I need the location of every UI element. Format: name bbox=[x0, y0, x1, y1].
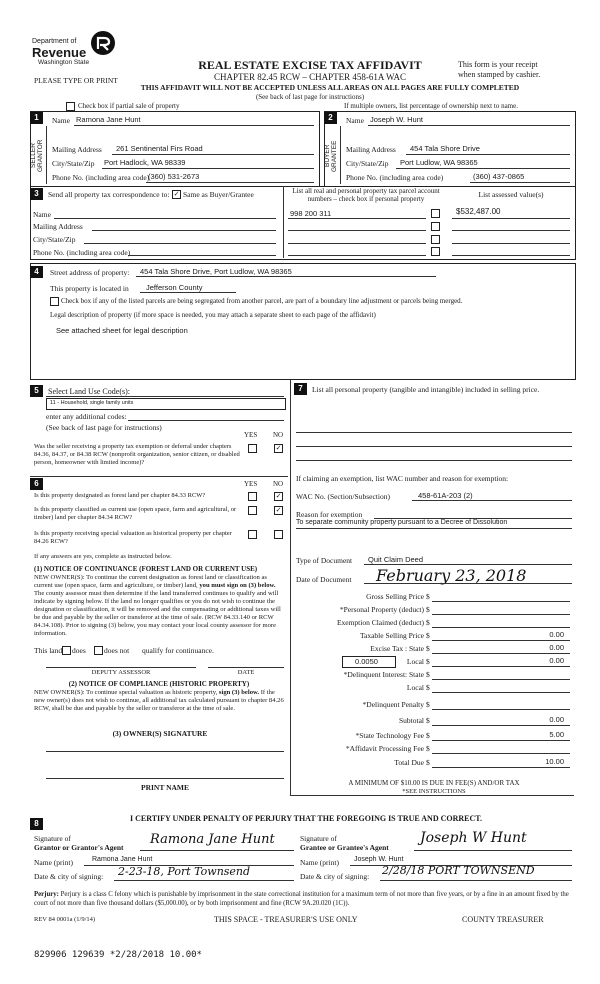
tax-row-dollar: $ bbox=[426, 683, 430, 692]
tax-row-label: *Delinquent Penalty bbox=[362, 700, 424, 709]
buyer-mailing-label: Mailing Address bbox=[346, 145, 396, 154]
section-6-number: 6 bbox=[30, 478, 43, 490]
grantor-date-city-label: Date & city of signing: bbox=[34, 872, 104, 881]
local-rate-field[interactable] bbox=[342, 656, 396, 668]
send-correspondence-label: Send all property tax correspondence to: bbox=[48, 190, 170, 199]
seller-city-label: City/State/Zip bbox=[52, 159, 95, 168]
wac-number-value[interactable]: 458-61A-203 (2) bbox=[418, 491, 473, 500]
grantor-date-city[interactable]: 2-23-18, Port Townsend bbox=[118, 865, 251, 878]
qualify-label: qualify for continuance. bbox=[142, 646, 214, 655]
perjury-notice bbox=[34, 890, 572, 908]
same-as-buyer-checkbox[interactable]: ✓ bbox=[173, 190, 180, 198]
parcel-header bbox=[284, 187, 448, 203]
list-personal-property: List all personal property (tangible and intangible) included in selling price. bbox=[312, 385, 540, 394]
legal-description-label: Legal description of property (if more space is needed, you may attach a separate sheet to each page of the affidavit) bbox=[50, 311, 376, 319]
grantor-name-print[interactable]: Ramona Jane Hunt bbox=[92, 856, 153, 863]
minimum-fee-note: A MINIMUM OF $10.00 IS DUE IN FEE(S) AND/OR TAX bbox=[348, 779, 520, 787]
legal-description-value[interactable]: See attached sheet for legal description bbox=[56, 326, 188, 335]
if-yes-instruction: If any answers are yes, complete as instructed below. bbox=[34, 553, 172, 560]
land-does-not-checkbox[interactable] bbox=[94, 646, 103, 655]
corr-mailing-label: Mailing Address bbox=[33, 222, 83, 231]
tax-row-label: Total Due bbox=[394, 758, 424, 767]
grantor-name-print-label: Name (print) bbox=[34, 858, 73, 867]
tax-row-label: *Personal Property (deduct) bbox=[339, 605, 424, 614]
form-warning: THIS AFFIDAVIT WILL NOT BE ACCEPTED UNLESS ALL AREAS ON ALL PAGES ARE FULLY COMPLETED bbox=[140, 83, 520, 92]
grantee-signature[interactable]: Joseph W Hunt bbox=[420, 830, 527, 846]
section-8-number: 8 bbox=[30, 818, 43, 830]
section-5-yes-header: YES bbox=[244, 431, 258, 439]
section-1-number: 1 bbox=[30, 112, 43, 124]
section-4-property bbox=[30, 263, 576, 380]
buyer-phone-value[interactable]: (360) 437-0865 bbox=[473, 172, 525, 181]
select-land-use-label: Select Land Use Code(s): bbox=[48, 387, 130, 396]
buyer-name-value[interactable]: Joseph W. Hunt bbox=[370, 115, 423, 124]
grantee-name-print[interactable]: Joseph W. Hunt bbox=[354, 856, 404, 863]
buyer-city-label: City/State/Zip bbox=[346, 159, 389, 168]
reason-exemption-label: Reason for exemption bbox=[296, 510, 363, 519]
partial-sale-checkbox[interactable] bbox=[66, 102, 75, 111]
tax-row-value[interactable]: 0.00 bbox=[549, 630, 564, 639]
located-in-label: This property is located in bbox=[50, 284, 129, 293]
exemption-no-checkbox[interactable]: ✓ bbox=[275, 444, 282, 452]
tax-row bbox=[296, 700, 572, 713]
land-does-label: does bbox=[72, 646, 86, 655]
tax-row bbox=[296, 657, 572, 670]
land-use-code-field[interactable] bbox=[46, 398, 286, 410]
tax-row bbox=[296, 631, 572, 644]
assessed-header: List assessed value(s) bbox=[478, 190, 544, 199]
buyer-phone-label: Phone No. (including area code) bbox=[346, 173, 444, 182]
print-name-label: PRINT NAME bbox=[141, 783, 189, 792]
tax-row bbox=[296, 683, 572, 696]
seller-mailing-value[interactable]: 261 Sentinental Firs Road bbox=[116, 144, 203, 153]
treasurer-use-only: THIS SPACE - TREASURER'S USE ONLY bbox=[214, 915, 358, 924]
tax-row bbox=[296, 744, 572, 757]
compliance-text-c: If the new owner(s) does not wish to continue, all additional tax calculated pursuant to chapter 84.26 RCW, shall be due and payable by the seller or transferor at the time of sale. bbox=[34, 689, 284, 712]
seller-city-value[interactable]: Port Hadlock, WA 98339 bbox=[104, 158, 186, 167]
tax-row-label: Local bbox=[406, 683, 424, 692]
same-as-buyer-label: Same as Buyer/Grantee bbox=[183, 190, 254, 199]
certify-statement: I CERTIFY UNDER PENALTY OF PERJURY THAT THE FOREGOING IS TRUE AND CORRECT. bbox=[130, 814, 483, 823]
county-treasurer-label: COUNTY TREASURER bbox=[462, 915, 544, 924]
tax-row-label: Local bbox=[406, 657, 424, 666]
see-instructions-note: *SEE INSTRUCTIONS bbox=[402, 788, 466, 795]
corr-name-label: Name bbox=[33, 210, 51, 219]
deputy-assessor-label: DEPUTY ASSESSOR bbox=[91, 669, 151, 676]
tax-row-dollar: $ bbox=[426, 592, 430, 601]
local-rate-value: 0.0050 bbox=[355, 657, 378, 666]
compliance-text bbox=[34, 689, 286, 713]
logo-line-1: Department of bbox=[32, 38, 77, 45]
buyer-name-label: Name bbox=[346, 116, 364, 125]
tax-row-value[interactable]: 0.00 bbox=[549, 715, 564, 724]
tax-row bbox=[296, 605, 572, 618]
tax-row-dollar: $ bbox=[426, 644, 430, 653]
current-use-question: Is this property classified as current use (open space, farm and agricultural, or timber) land per chapter 84.34 RCW? bbox=[34, 506, 237, 521]
perjury-label: Perjury: bbox=[34, 891, 59, 898]
wac-number-label: WAC No. (Section/Subsection) bbox=[296, 492, 390, 501]
document-date-label: Date of Document bbox=[296, 575, 352, 584]
owner-signature-label: (3) OWNER(S) SIGNATURE bbox=[112, 729, 208, 738]
form-chapter: CHAPTER 82.45 RCW – CHAPTER 458-61A WAC bbox=[214, 72, 406, 82]
section-5-no-header: NO bbox=[273, 431, 284, 439]
tax-row-value[interactable]: 5.00 bbox=[549, 730, 564, 739]
land-does-checkbox[interactable] bbox=[62, 646, 71, 655]
reason-exemption-value[interactable]: To separate community property pursuant to a Decree of Dissolution bbox=[296, 519, 508, 526]
tax-row-dollar: $ bbox=[426, 758, 430, 767]
see-back-instructions: (See back of last page for instructions) bbox=[255, 93, 365, 101]
logo-line-3: Washington State bbox=[38, 59, 90, 66]
tax-row-label: *State Technology Fee bbox=[355, 731, 424, 740]
tax-row-label: Subtotal bbox=[398, 716, 424, 725]
tax-row-label: *Delinquent Interest: State bbox=[343, 670, 424, 679]
compliance-title: (2) NOTICE OF COMPLIANCE (HISTORIC PROPERTY) bbox=[68, 680, 250, 688]
current-use-yes-checkbox[interactable] bbox=[248, 506, 257, 515]
tax-row-dollar: $ bbox=[426, 618, 430, 627]
corr-city-label: City/State/Zip bbox=[33, 235, 76, 244]
tax-row-dollar: $ bbox=[426, 670, 430, 679]
land-use-see-back: (See back of last page for instructions) bbox=[46, 423, 162, 432]
seller-grantor-label: SELLER GRANTOR bbox=[30, 139, 44, 173]
tax-calculation-table bbox=[296, 592, 572, 768]
seller-phone-value[interactable]: (360) 531-2673 bbox=[148, 172, 200, 181]
tax-row-dollar: $ bbox=[426, 631, 430, 640]
historic-yes-checkbox[interactable] bbox=[248, 530, 257, 539]
street-address-label: Street address of property: bbox=[50, 268, 130, 277]
exemption-yes-checkbox[interactable] bbox=[248, 444, 257, 453]
grantee-date-city-label: Date & city of signing: bbox=[300, 872, 370, 881]
document-type-label: Type of Document bbox=[296, 556, 353, 565]
grantee-sig-label-1: Signature of bbox=[300, 834, 337, 843]
personal-property-checkbox-3[interactable] bbox=[431, 235, 440, 244]
continuance-text bbox=[34, 574, 286, 638]
perjury-text: Perjury is a class C felony which is punishable by imprisonment in the state correctional institution for a maximum term of not more than five years, or by a fine in an amount fixed by the court of not more than five thousand dollars ($5,000.00), or by both imprisonment and fine (RCW 9A.20.020 (1C)). bbox=[34, 891, 569, 907]
forest-no-checkbox[interactable]: ✓ bbox=[275, 492, 282, 500]
tax-row-label: Gross Selling Price bbox=[366, 592, 424, 601]
continuance-text-b: you must sign on (3) below. bbox=[199, 582, 276, 589]
tax-row-dollar: $ bbox=[426, 744, 430, 753]
compliance-text-b: sign (3) below. bbox=[218, 689, 260, 696]
tax-row bbox=[296, 592, 572, 605]
tax-row bbox=[296, 716, 572, 729]
street-address-value[interactable]: 454 Tala Shore Drive, Port Ludlow, WA 98365 bbox=[140, 267, 292, 276]
seller-mailing-label: Mailing Address bbox=[52, 145, 102, 154]
tax-row bbox=[296, 758, 572, 771]
historic-no-checkbox[interactable] bbox=[274, 530, 283, 539]
please-type: PLEASE TYPE OR PRINT bbox=[34, 76, 118, 85]
grantor-sig-label-1: Signature of bbox=[34, 834, 71, 843]
section-6-yes-header: YES bbox=[244, 480, 258, 488]
exemption-claim-label: If claiming an exemption, list WAC number and reason for exemption: bbox=[296, 474, 509, 483]
this-land-label: This land bbox=[34, 646, 63, 655]
grantor-sig-label-2: Grantor or Grantor's Agent bbox=[34, 843, 124, 852]
grantee-sig-label-2: Grantee or Grantee's Agent bbox=[300, 843, 389, 852]
section-2-number: 2 bbox=[324, 112, 337, 124]
forest-land-question: Is this property designated as forest land per chapter 84.33 RCW? bbox=[34, 492, 206, 499]
continuance-title: (1) NOTICE OF CONTINUANCE (FOREST LAND OR CURRENT USE) bbox=[34, 565, 258, 573]
logo-line-2: Revenue bbox=[32, 45, 87, 60]
partial-sale-label: Check box if partial sale of property bbox=[78, 102, 180, 110]
tax-row-label: Taxable Selling Price bbox=[359, 631, 424, 640]
land-does-not-label: does not bbox=[104, 646, 130, 655]
multiple-owners-note: If multiple owners, list percentage of ownership next to name. bbox=[344, 102, 518, 110]
grantee-name-print-label: Name (print) bbox=[300, 858, 339, 867]
tax-row-value[interactable]: 10.00 bbox=[545, 757, 564, 766]
section-3-number: 3 bbox=[30, 188, 43, 200]
receipt-note-2: when stamped by cashier. bbox=[458, 70, 541, 79]
tax-row-dollar: $ bbox=[426, 716, 430, 725]
buyer-city-value[interactable]: Port Ludlow, WA 98365 bbox=[400, 158, 478, 167]
corr-phone-label: Phone No. (including area code) bbox=[33, 248, 131, 257]
dor-logo bbox=[32, 30, 122, 70]
tax-row-value[interactable]: 0.00 bbox=[549, 656, 564, 665]
treasurer-stamp: 829906 129639 *2/28/2018 10.00* bbox=[34, 950, 202, 960]
tax-row-dollar: $ bbox=[426, 731, 430, 740]
tax-row-dollar: $ bbox=[426, 700, 430, 709]
parcel-header-line-2: numbers – check box if personal property bbox=[307, 195, 425, 203]
dor-logo-icon bbox=[90, 30, 116, 56]
grantor-signature[interactable]: Ramona Jane Hunt bbox=[150, 832, 275, 847]
personal-property-checkbox-1[interactable] bbox=[431, 209, 440, 218]
tax-row-dollar: $ bbox=[426, 605, 430, 614]
section-5-number: 5 bbox=[30, 385, 43, 397]
tax-row-label: Exemption Claimed (deduct) bbox=[336, 618, 424, 627]
forest-yes-checkbox[interactable] bbox=[248, 492, 257, 501]
buyer-mailing-value[interactable]: 454 Tala Shore Drive bbox=[410, 144, 480, 153]
county-value[interactable]: Jefferson County bbox=[146, 283, 203, 292]
segregated-label: Check box if any of the listed parcels are being segregated from another parcel, are part of a boundary line adjustment or parcels being merged. bbox=[61, 297, 463, 305]
buyer-grantee-label: BUYER GRANTEE bbox=[324, 140, 338, 172]
tax-row bbox=[296, 731, 572, 744]
tax-row-label: *Affidavit Processing Fee bbox=[345, 744, 424, 753]
tax-row bbox=[296, 618, 572, 631]
segregated-checkbox[interactable] bbox=[50, 297, 59, 306]
form-title: REAL ESTATE EXCISE TAX AFFIDAVIT bbox=[198, 58, 422, 72]
tax-row bbox=[296, 670, 572, 683]
form-revision: REV 84 0001a (1/9/14) bbox=[34, 916, 96, 923]
grantee-date-city[interactable]: 2/28/18 PORT TOWNSEND bbox=[382, 864, 535, 877]
compliance-text-a: NEW OWNER(S): To continue special valuation as historic property, bbox=[34, 689, 218, 696]
tax-row bbox=[296, 644, 572, 657]
document-type-value[interactable]: Quit Claim Deed bbox=[368, 555, 424, 564]
tax-row-value[interactable]: 0.00 bbox=[549, 643, 564, 652]
document-date-value[interactable]: February 23, 2018 bbox=[376, 566, 527, 585]
section-6-no-header: NO bbox=[273, 480, 284, 488]
continuance-text-c: The county assessor must then determine if the land transferred continues to qualify and will indicate by signing below. If the land no longer qualifies or you do not wish to continue the designation or classification, it will be removed and the compensating or additional taxes will be due and payable by the seller or transferor at the time of sale. (RCW 84.33.140 or RCW 84.34.108). Prior to signing (3) below, you may contact your local county assessor for more information. bbox=[34, 590, 281, 637]
section-4-number: 4 bbox=[30, 266, 43, 278]
tax-row-dollar: $ bbox=[426, 657, 430, 666]
continuance-text-a: NEW OWNER(S): To continue the current designation as forest land or classification as current use (open space, farm and agriculture, or timber) land, bbox=[34, 574, 267, 589]
seller-phone-label: Phone No. (including area code) bbox=[52, 173, 150, 182]
historic-property-question: Is this property receiving special valuation as historical property per chapter 84.26 RCW? bbox=[34, 530, 232, 545]
personal-property-checkbox-4[interactable] bbox=[431, 247, 440, 256]
parcel-number-1[interactable]: 998 200 311 bbox=[290, 209, 332, 218]
parcel-header-line-1: List all real and personal property tax parcel account bbox=[292, 187, 440, 195]
exemption-deferral-question: Was the seller receiving a property tax exemption or deferral under chapters 84.36, 84.37, or 84.38 RCW (nonprofit organization, senior citizen, or disabled person, homeowner with limited income)? bbox=[34, 443, 240, 466]
assessed-value-1[interactable]: $532,487.00 bbox=[456, 207, 501, 216]
seller-name-value[interactable]: Ramona Jane Hunt bbox=[76, 115, 141, 124]
current-use-no-checkbox[interactable]: ✓ bbox=[275, 506, 282, 514]
additional-codes-label: enter any additional codes: bbox=[46, 412, 127, 421]
personal-property-checkbox-2[interactable] bbox=[431, 222, 440, 231]
tax-row-label: Excise Tax : State bbox=[370, 644, 424, 653]
seller-name-label: Name bbox=[52, 116, 70, 125]
deputy-date-label: DATE bbox=[237, 669, 255, 676]
section-7-number: 7 bbox=[294, 383, 307, 395]
receipt-note-1: This form is your receipt bbox=[458, 60, 538, 69]
land-use-code-value: 11 - Household, single family units bbox=[50, 400, 134, 406]
